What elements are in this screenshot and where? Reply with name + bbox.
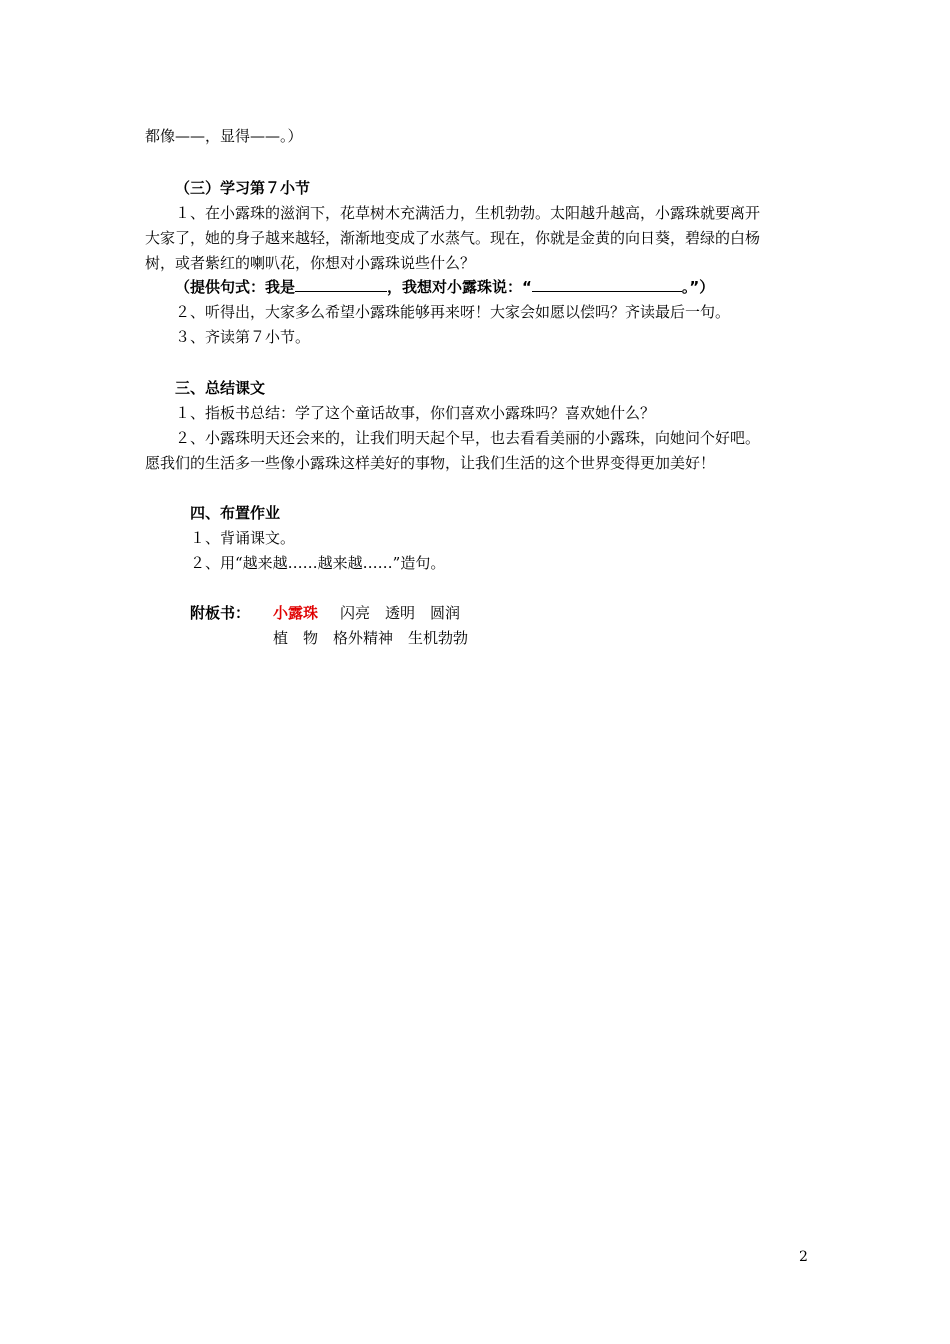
paragraph-line: ２、用“越来越……越来越……”造句。 [190, 554, 446, 572]
section-heading: （三）学习第７小节 [175, 179, 311, 197]
page-number: 2 [799, 1249, 808, 1265]
board-keywords: 闪亮 透明 圆润 [340, 604, 461, 622]
paragraph-line: 树，或者紫红的喇叭花，你想对小露珠说些什么？ [145, 254, 476, 272]
blank-line [295, 277, 387, 292]
section-heading: 四、布置作业 [190, 504, 281, 522]
paragraph-line: ２、小露珠明天还会来的，让我们明天起个早，也去看看美丽的小露珠，向她问个好吧。 [175, 429, 761, 447]
blank-line [532, 277, 682, 292]
paragraph-line: ２、听得出，大家多么希望小露珠能够再来呀！大家会如愿以偿吗？齐读最后一句。 [175, 303, 731, 321]
sentence-pattern-part: 。”） [681, 278, 715, 296]
text-line: 都像——，显得——。） [145, 127, 303, 145]
paragraph-line: 大家了，她的身子越来越轻，渐渐地变成了水蒸气。现在，你就是金黄的向日葵，碧绿的白杨 [145, 229, 761, 247]
paragraph-line: ３、齐读第７小节。 [175, 328, 311, 346]
board-title: 小露珠 [273, 604, 319, 622]
paragraph-line: 愿我们的生活多一些像小露珠这样美好的事物，让我们生活的这个世界变得更加美好！ [145, 454, 716, 472]
board-label: 附板书： [190, 604, 251, 622]
paragraph-line: １、在小露珠的滋润下，花草树木充满活力，生机勃勃。太阳越升越高，小露珠就要离开 [175, 204, 761, 222]
section-heading: 三、总结课文 [175, 379, 266, 397]
sentence-pattern [175, 277, 714, 297]
sentence-pattern-part: （提供句式：我是 [175, 278, 296, 296]
paragraph-line: １、背诵课文。 [190, 529, 296, 547]
board-keywords: 植 物 格外精神 生机勃勃 [273, 629, 469, 647]
sentence-pattern-part: ，我想对小露珠说：“ [387, 278, 532, 296]
paragraph-line: １、指板书总结：学了这个童话故事，你们喜欢小露珠吗？喜欢她什么？ [175, 404, 656, 422]
